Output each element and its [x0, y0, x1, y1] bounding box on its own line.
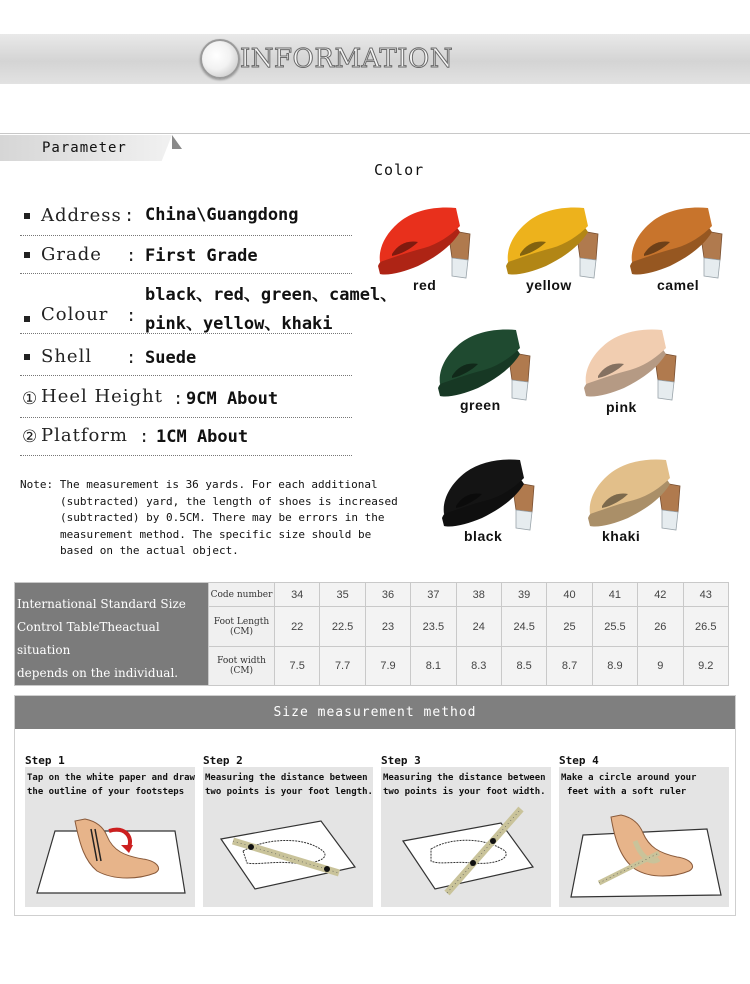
table-cell: 26 [638, 607, 683, 646]
parameter-label: Parameter [42, 140, 127, 156]
step-label: Step 2 [203, 754, 243, 767]
table-cell: 41 [592, 583, 637, 607]
measurement-section [14, 695, 736, 916]
table-cell: 8.9 [592, 646, 637, 685]
table-cell: 23 [365, 607, 410, 646]
step-label: Step 4 [559, 754, 599, 767]
row-header-length: Foot Length (CM) [209, 607, 275, 646]
param-row-address [20, 204, 352, 236]
color-label-yellow: yellow [526, 277, 572, 293]
step-desc-line: feet with a soft ruler [567, 787, 687, 797]
parameter-tab-fold [172, 135, 182, 149]
table-cell: 35 [320, 583, 365, 607]
dotted-rule [20, 375, 352, 376]
param-value-line1: black、red、green、camel、 [145, 285, 398, 305]
step-desc-line: two points is your foot width. [383, 787, 546, 797]
circled-number-one: ① [22, 389, 38, 409]
color-label-black: black [464, 528, 503, 544]
step-desc-line: two points is your foot length. [205, 787, 373, 797]
information-title: INFORMATION [240, 44, 454, 74]
dotted-rule [20, 333, 352, 334]
step-description [561, 771, 729, 799]
step-label: Step 3 [381, 754, 421, 767]
note-line: Note: The measurement is 36 yards. For each additional [20, 478, 378, 491]
table-cell: 43 [683, 583, 728, 607]
param-value-line2: pink、yellow、khaki [145, 314, 333, 334]
param-row-platform [20, 424, 352, 456]
note-line: (subtracted) yard, the length of shoes is increased [60, 494, 398, 508]
param-row-shell [20, 344, 352, 376]
information-banner [0, 34, 750, 84]
table-cell: 24.5 [501, 607, 546, 646]
param-colon: : [126, 306, 137, 326]
param-key: Heel Height [41, 386, 163, 407]
param-value: 9CM About [186, 389, 279, 409]
shoe-heel-clear [658, 380, 674, 400]
table-cell: 34 [275, 583, 320, 607]
dotted-rule [20, 417, 352, 418]
table-cell: 25 [547, 607, 592, 646]
shoe-heel-clear [452, 258, 468, 278]
table-cell: 8.3 [456, 646, 501, 685]
bullet-icon [24, 252, 30, 258]
param-key: Address [41, 205, 122, 226]
size-chart-table [14, 582, 729, 686]
shoe-heel-clear [662, 510, 678, 530]
shoe-heel-clear [512, 380, 528, 400]
color-label-red: red [413, 277, 437, 293]
step-label: Step 1 [25, 754, 65, 767]
param-colon: : [126, 246, 137, 266]
table-cell: 39 [501, 583, 546, 607]
table-cell: 40 [547, 583, 592, 607]
param-colon: : [173, 389, 184, 409]
table-cell: 22.5 [320, 607, 365, 646]
table-cell: 8.5 [501, 646, 546, 685]
param-colon: : [124, 206, 135, 226]
table-cell: 42 [638, 583, 683, 607]
step-description [27, 771, 195, 799]
note-line: based on the actual object. [60, 544, 239, 557]
table-cell: 8.7 [547, 646, 592, 685]
table-cell: 7.9 [365, 646, 410, 685]
intro-line: Control TableTheactual situation [17, 620, 160, 657]
table-cell: 7.5 [275, 646, 320, 685]
bullet-icon [24, 354, 30, 360]
step-desc-line: the outline of your footsteps [27, 787, 185, 797]
table-cell: 37 [411, 583, 456, 607]
table-cell: 22 [275, 607, 320, 646]
table-cell: 8.1 [411, 646, 456, 685]
note-line: (subtracted) by 0.5CM. There may be errors in the [60, 511, 385, 524]
param-row-colour [20, 278, 398, 334]
table-cell: 7.7 [320, 646, 365, 685]
measurement-title: Size measurement method [273, 705, 477, 720]
param-key: Grade [41, 244, 102, 265]
param-key: Shell [41, 346, 93, 367]
info-circle-icon [200, 39, 240, 79]
step-3 [381, 754, 551, 906]
color-label-khaki: khaki [602, 528, 641, 544]
param-value: China\Guangdong [145, 205, 299, 225]
param-row-heel-height [20, 384, 352, 418]
table-cell: 26.5 [683, 607, 728, 646]
shoe-heel-clear [516, 510, 532, 530]
table-cell: 24 [456, 607, 501, 646]
note-line: measurement method. The specific size should be [60, 527, 372, 541]
foot-circumference-illustration [559, 801, 729, 901]
table-cell: 23.5 [411, 607, 456, 646]
row-header-code: Code number [209, 583, 275, 607]
param-key: Colour [41, 304, 109, 325]
step-desc-line: Measuring the distance between [205, 773, 368, 783]
param-row-grade [20, 244, 352, 274]
dotted-rule [20, 455, 352, 456]
table-cell: 9.2 [683, 646, 728, 685]
table-cell: 25.5 [592, 607, 637, 646]
step-panel [25, 767, 195, 907]
bullet-icon [24, 316, 30, 322]
step-desc-line: Make a circle around your [561, 773, 697, 783]
row-header-width: Foot width (CM) [209, 646, 275, 685]
step-description [205, 771, 373, 799]
color-label-pink: pink [606, 399, 637, 415]
step-2 [203, 754, 373, 906]
size-table-intro [15, 583, 209, 686]
bullet-icon [24, 213, 30, 219]
measurement-note [20, 477, 410, 560]
step-desc-line: Tap on the white paper and draw [27, 773, 195, 783]
foot-length-illustration [203, 801, 373, 901]
param-colon: : [126, 348, 137, 368]
intro-line: depends on the individual. [17, 666, 179, 680]
foot-width-illustration [381, 801, 551, 901]
color-label-camel: camel [657, 277, 700, 293]
shoe-heel-clear [580, 258, 596, 278]
step-desc-line: Measuring the distance between [383, 773, 546, 783]
foot-outline-illustration [25, 801, 195, 901]
param-value: First Grade [145, 246, 258, 266]
step-panel [203, 767, 373, 907]
param-value: Suede [145, 348, 197, 368]
dotted-rule [20, 235, 352, 236]
param-colon: : [139, 427, 150, 447]
step-panel [381, 767, 551, 907]
dotted-rule [20, 273, 352, 274]
intro-line: International Standard Size [17, 597, 186, 611]
color-heading: Color [374, 161, 425, 179]
step-4 [559, 754, 729, 906]
param-value: 1CM About [156, 427, 249, 447]
step-description [383, 771, 551, 799]
shoe-heel-clear [704, 258, 720, 278]
circled-number-two: ② [22, 427, 38, 447]
parameter-divider [0, 133, 750, 134]
measurement-title-bar [15, 696, 735, 729]
table-cell: 38 [456, 583, 501, 607]
table-row-code [15, 583, 729, 607]
color-label-green: green [460, 397, 501, 413]
table-cell: 9 [638, 646, 683, 685]
step-panel [559, 767, 729, 907]
step-1 [25, 754, 195, 906]
table-cell: 36 [365, 583, 410, 607]
param-key: Platform [41, 425, 129, 446]
